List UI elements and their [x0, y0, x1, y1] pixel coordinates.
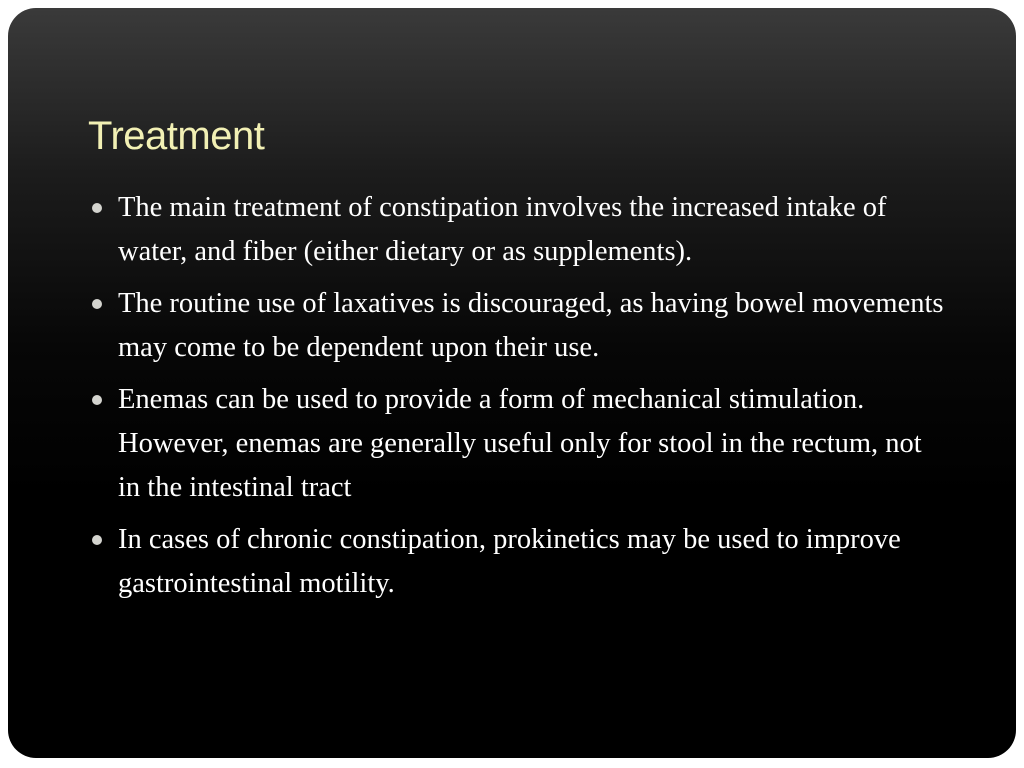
bullet-item: [86, 186, 946, 274]
bullet-text: The routine use of laxatives is discouraged, as having bowel movements may come to be dependent upon their use.: [118, 288, 944, 363]
bullet-item: [86, 282, 946, 370]
bullet-text: Enemas can be used to provide a form of mechanical stimulation. However, enemas are generally useful only for stool in the rectum, not in the intestinal tract: [118, 384, 922, 503]
bullet-dot-icon: [92, 395, 102, 405]
slide-title: Treatment: [88, 114, 265, 158]
bullet-text: The main treatment of constipation involves the increased intake of water, and fiber (either dietary or as supplements).: [118, 192, 887, 267]
bullet-list: [86, 186, 946, 614]
bullet-dot-icon: [92, 299, 102, 309]
bullet-text: In cases of chronic constipation, prokinetics may be used to improve gastrointestinal motility.: [118, 524, 901, 599]
bullet-item: [86, 378, 946, 510]
bullet-item: [86, 518, 946, 606]
slide: [8, 8, 1016, 758]
bullet-dot-icon: [92, 203, 102, 213]
bullet-dot-icon: [92, 535, 102, 545]
